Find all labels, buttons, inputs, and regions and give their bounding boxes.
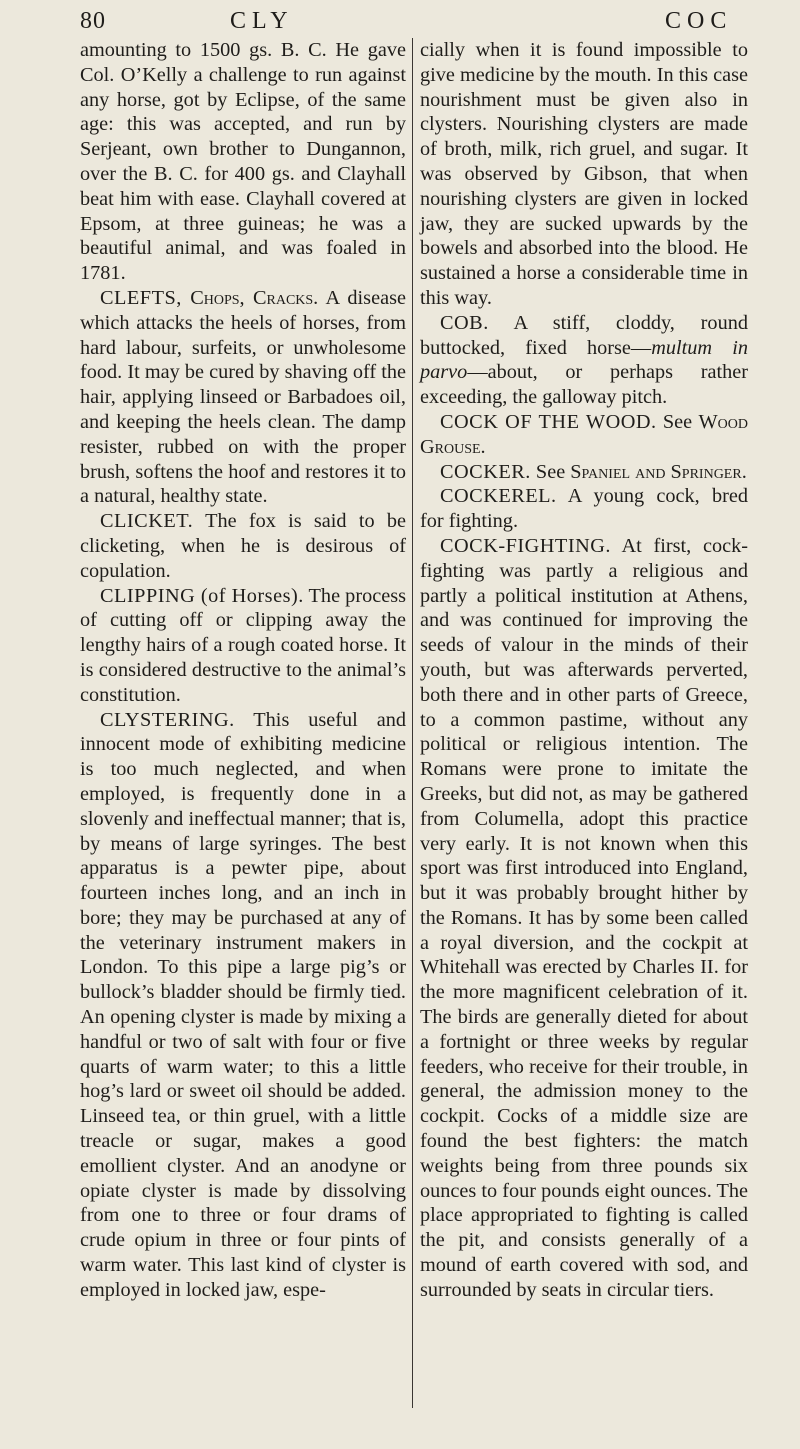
entry-text: A young cock, bred for fighting. — [420, 485, 748, 533]
entry-clicket — [80, 509, 406, 583]
cross-reference: Chops, Cracks. — [190, 286, 319, 309]
right-column — [420, 38, 748, 1303]
headword: CLEFTS, — [100, 286, 182, 309]
headword: CLICKET. — [100, 510, 194, 533]
page-number: 80 — [80, 8, 106, 34]
entry-cock-fighting — [420, 534, 748, 1303]
entry-text: At first, cock-fighting was partly a religious and partly a political institution at Athens, and was continued for improving the seeds of valour in the minds of their youth, but was afterwards perverted, both there and in other parts of Greece, to a common pastime, without any political or religious intention. The Romans were prone to imitate the Greeks, but did not, as may be gathered from Columella, adopt this practice very early. It is not known when this sport was first introduced into England, but it was probably brought hither by the Romans. It has by some been called a royal diversion, and the cockpit at Whitehall was erected by Charles II. for the more magnificent celebration of it. The birds are generally dieted for about a fortnight or three weeks by regular feeders, who receive for their trouble, in general, the admission money to the cockpit. Cocks of a middle size are found the best fighters: the match weights being from three pounds six ounces to four pounds eight ounces. The place appropriated to fighting is called the pit, and consists generally of a mound of earth covered with sod, and surrounded by seats in circular tiers. — [420, 534, 749, 1301]
headword: COCK OF THE WOOD. — [440, 410, 657, 433]
entry-text: —about, or perhaps rather exceeding, the galloway pitch. — [420, 361, 748, 409]
entry-clystering — [80, 708, 406, 1303]
entry-text: This useful and innocent mode of exhibiting medicine is too much neglected, and when employed, is frequently done in a slovenly and ineffectual manner; that is, by means of large syringes. The best apparatus is a pewter pipe, about fourteen inches long, and an inch in bore; they may be purchased at any of the veterinary instrument makers in London. To this pipe a large pig’s or bullock’s bladder should be firmly tied. An opening clyster is made by mixing a handful or two of salt with four or five quarts of warm water; to this a little hog’s lard or sweet oil should be added. Linseed tea, or thin gruel, with a little treacle or sugar, makes a good emollient clyster. And an anodyne or opiate clyster is made by dissolving from one to three or four drams of crude opium in three or four pints of warm water. This last kind of clyster is employed in locked jaw, espe- — [80, 708, 406, 1301]
entry-text: A disease which attacks the heels of horses, from hard labour, surfeits, or unwholesome food. It may be cured by shaving off the hair, applying linseed or Barbadoes oil, and keeping the heels clean. The damp resister, rubbed on with the proper brush, softens the hoof and restores it to a natural, healthy state. — [80, 286, 406, 508]
entry-clipping — [80, 584, 406, 708]
entry-text: A stiff, cloddy, round buttocked, fixed horse— — [420, 311, 748, 359]
headword: CLIPPING (of Horses). — [100, 584, 304, 607]
column-divider — [412, 38, 413, 1408]
entry-cockerel — [420, 484, 748, 534]
entry-continuation: cially when it is found impossible to give medicine by the mouth. In this case nourishment must be given also in clysters. Nourishing clysters are made of broth, milk, rich gruel, and sugar. It was observed by Gibson, that when nourishing clysters are given in locked jaw, they are sucked upwards by the bowels and absorbed into the blood. He sustained a horse a considerable time in this way. — [420, 39, 748, 309]
cross-reference: Spaniel and Springer. — [570, 460, 747, 483]
running-header — [80, 8, 770, 38]
see-label: See — [530, 460, 571, 483]
left-running-head: CLY — [230, 8, 294, 34]
entry-text: The process of cutting off or clipping away the lengthy hairs of a rough coated horse. It is considered destructive to the animal’s constitution. — [80, 584, 406, 706]
entry-text: The fox is said to be clicketing, when he is desirous of copulation. — [80, 510, 406, 582]
left-column — [80, 38, 406, 1303]
entry-cob — [420, 311, 748, 410]
headword: COCKER. — [440, 460, 531, 483]
cross-reference: Wood Grouse. — [420, 410, 748, 458]
latin-phrase: multum in parvo — [420, 336, 748, 384]
headword: CLYSTERING. — [100, 708, 235, 731]
entry-continuation: amounting to 1500 gs. B. C. He gave Col. O’Kelly a challenge to run against any horse, got by Eclipse, of the same age: this was accepted, and run by Serjeant, own brother to Dungannon, over the B. C. for 400 gs. and Clayhall beat him with ease. Clayhall covered at Epsom, at three guineas; he was a beautiful animal, and was foaled in 1781. — [80, 39, 406, 285]
headword: COCK-FIGHTING. — [440, 534, 611, 557]
entry-clefts — [80, 286, 406, 509]
headword: COB. — [440, 311, 489, 334]
headword: COCKEREL. — [440, 485, 557, 508]
entry-cocker — [420, 460, 748, 485]
entry-cock-of-the-wood — [420, 410, 748, 460]
right-running-head: COC — [665, 8, 733, 34]
see-label: See — [656, 410, 699, 433]
